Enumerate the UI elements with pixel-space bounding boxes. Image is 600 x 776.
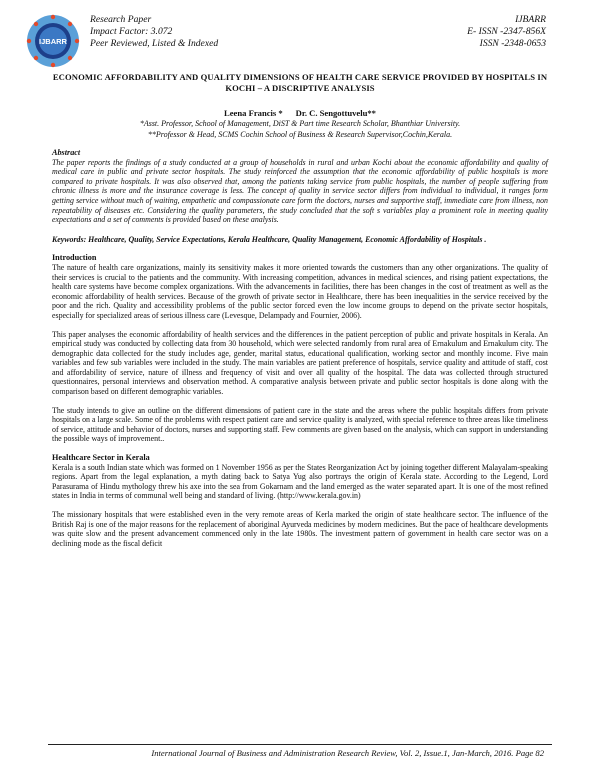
page-footer: International Journal of Business and Administration Research Review, Vol. 2, Issue.1, Jan-March, 2016. Page 82 bbox=[151, 748, 544, 758]
logo-text: IJBARR bbox=[39, 37, 67, 46]
header-right bbox=[467, 14, 546, 50]
intro-paragraph: The nature of health care organizations, mainly its sensitivity makes it more oriented towards the customers than any other organizations. The quality of their services is crucial to the patients and the community. With increasing competition, advances in medical sciences, and rising patient expectations, the health care systems have become complex organizations. With the advancements in facilities, there has been changes in the cost of treatment as well as the economic affordability of health services. Because of the growth of private sector in Healthcare, there has been inequalities in the service received by the poor and the rich. Quality and accessibility problems of the public sector forced even the low income groups to depend on the private sector hospitals, especially for specialized areas of serious illness care (Levesque, Delampady and Fournier, 2006). bbox=[52, 262, 548, 320]
impact-factor: Impact Factor: 3.072 bbox=[90, 26, 173, 37]
header-left bbox=[90, 14, 218, 50]
keywords: Keywords: Healthcare, Quality, Service Expectations, Kerala Healthcare, Quality Management, Economic Affordability of Hospitals . bbox=[52, 234, 487, 244]
journal-abbrev: IJBARR bbox=[515, 14, 546, 25]
author-affiliations bbox=[40, 119, 560, 140]
issn: ISSN -2348-0653 bbox=[479, 38, 546, 49]
author-names: Leena Francis * Dr. C. Sengottuvelu** bbox=[224, 108, 376, 118]
paper-body bbox=[52, 148, 548, 548]
paper-type: Research Paper bbox=[90, 14, 152, 25]
paper-title: ECONOMIC AFFORDABILITY AND QUALITY DIMENSIONS OF HEALTH CARE SERVICE PROVIDED BY HOSPITALS IN KOCHI – A DISCRIPTIVE ANALYSIS bbox=[52, 72, 548, 93]
e-issn: E- ISSN -2347-856X bbox=[467, 26, 546, 37]
abstract-text: The paper reports the findings of a study conducted at a group of households in rural and urban Kochi about the economic affordability and quality of medical care in public and private sector hospitals. The study reinforced the assumption that the economic affordability of public hospitals is more compared to private hospitals. It was also observed that, among the patients taking service from public hospitals, the number of people suffering from chronic illness is more and the insurance coverage is less. The concept of quality in service sector differs from individual to individual, it ranges form getting service without much of waiting, empathetic and compassionate care form the doctors, nurses and supportive staff, immediate care from illness, non repeatability of diseases etc. Considering the quality parameters, the study concluded that the soft s variables play a prominent role in meeting quality expectations and a set of comments is provided based on these analysis. bbox=[52, 157, 548, 225]
journal-logo bbox=[26, 14, 80, 68]
intro-paragraph: This paper analyses the economic affordability of health services and the differences in the patient perception of public and private hospitals in Kerala. An empirical study was conducted by collecting data from 30 household, which were selected randomly from rural area of Ernakulum and Ernakulum city. The demographic data collected for the study includes age, gender, marital status, educational qualification, working sector and monthly income. Five main variables and few sub variables were included in the study. The main variables are patient preference of hospitals, service quality and attitude of staff, cost and affordability of service, nature of illness and frequency of visit and over all quality of the hospital. The data was collected through structured questionnaires, personal interviews and observation method. A comparative analysis between private and public sector hospitals is done along with the comparison based on different demographic variables. bbox=[52, 329, 548, 397]
affiliation-1: *Asst. Professor, School of Management, DiST & Part time Research Scholar, Bhanthiar University. bbox=[139, 119, 461, 128]
affiliation-2: **Professor & Head, SCMS Cochin School of Business & Research Supervisor,Cochin,Kerala. bbox=[147, 129, 453, 139]
sector-paragraph: Kerala is a south Indian state which was formed on 1 November 1956 as per the States Reorganization Act by joining together different Malayalam-speaking regions. Apart from the legal explanation, a myth dating back to Satya Yug also portrays the origin of Kerala state. According to the Legend, Lord Parasurama of Hindu mythology threw his axe into the sea from Gokarnam and the land emerged as the water separated apart. It is one of the most refined states in India in terms of communal well being and standard of living. (http://www.kerala.gov.in) bbox=[52, 462, 548, 501]
sector-paragraph: The missionary hospitals that were established even in the very remote areas of Kerla marked the origin of state healthcare sector. The influence of the British Raj is one of the major reasons for the replacement of aboriginal Ayurveda medicines by modern medicines. But the pace of healthcare developments was quite slow and the present advancement commenced only in the late 1980s. The investment pattern of government in health care sector was on a declining mode as the fiscal deficit bbox=[52, 510, 548, 548]
review-status: Peer Reviewed, Listed & Indexed bbox=[90, 38, 219, 49]
footer-divider bbox=[48, 744, 552, 745]
intro-heading: Introduction bbox=[52, 253, 97, 263]
sector-heading: Healthcare Sector in Kerala bbox=[52, 453, 150, 463]
intro-paragraph: The study intends to give an outline on the different dimensions of patient care in the state and the areas where the public hospitals differs from private hospitals on a large scale. Some of the problems with respect patient care and service quality is analyzed, with special reference to three areas like timeliness of service, attitude and behavior of doctors, nurses and supporting staff. Few comments are given based on the analysis, which can support in understanding the possible ways of improvement.. bbox=[52, 405, 548, 444]
abstract-heading: Abstract bbox=[52, 148, 81, 157]
